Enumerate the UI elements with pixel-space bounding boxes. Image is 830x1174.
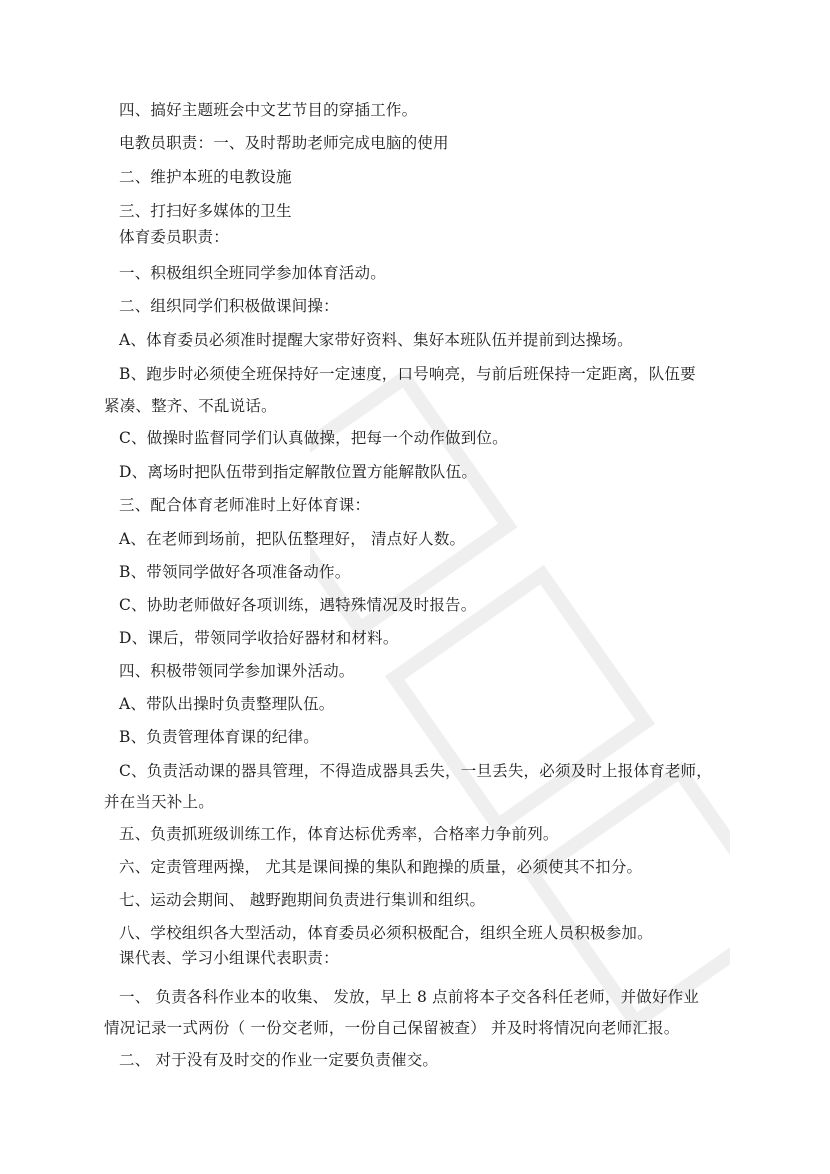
text-line-4: 三、打扫好多媒体的卫生 bbox=[119, 202, 292, 220]
text-line-18: 四、积极带领同学参加课外活动。 bbox=[119, 662, 355, 680]
text-line-2: 电教员职责：一、及时帮助老师完成电脑的使用 bbox=[119, 134, 449, 152]
text-line-30: 二、 对于没有及时交的作业一定要负责催交。 bbox=[119, 1051, 439, 1069]
text-line-26: 八、学校组织各大型活动，体育委员必须积极配合，组织全班人员积极参加。 bbox=[119, 924, 653, 942]
text-line-20: B、负责管理体育课的纪律。 bbox=[119, 728, 319, 746]
text-line-25: 七、运动会期间、 越野跑期间负责进行集训和组织。 bbox=[119, 891, 486, 909]
text-line-15: B、带领同学做好各项准备动作。 bbox=[119, 563, 351, 581]
text-line-27: 课代表、学习小组课代表职责： bbox=[119, 949, 339, 967]
text-line-10: 紧凑、整齐、不乱说话。 bbox=[104, 397, 277, 415]
text-line-7: 二、组织同学们积极做课间操： bbox=[119, 297, 339, 315]
text-line-1: 四、搞好主题班会中文艺节目的穿插工作。 bbox=[119, 101, 418, 119]
text-line-19: A、带队出操时负责整理队伍。 bbox=[119, 695, 335, 713]
text-line-24: 六、定责管理两操， 尤其是课间操的集队和跑操的质量，必须使其不扣分。 bbox=[119, 858, 643, 876]
text-line-11: C、做操时监督同学们认真做操，把每一个动作做到位。 bbox=[119, 429, 508, 447]
text-line-29: 情况记录一式两份（ 一份交老师，一份自己保留被查） 并及时将情况向老师汇报。 bbox=[104, 1019, 680, 1037]
text-line-8: A、体育委员必须准时提醒大家带好资料、集好本班队伍并提前到达操场。 bbox=[119, 331, 633, 349]
text-line-13: 三、配合体育老师准时上好体育课： bbox=[119, 496, 371, 514]
text-line-28: 一、 负责各科作业本的收集、 发放，早上 8 点前将本子交各科任老师，并做好作业 bbox=[119, 988, 700, 1006]
text-line-17: D、课后，带领同学收拾好器材和材料。 bbox=[119, 629, 399, 647]
text-line-22: 并在当天补上。 bbox=[104, 793, 214, 811]
text-line-23: 五、负责抓班级训练工作，体育达标优秀率，合格率力争前列。 bbox=[119, 825, 559, 843]
watermark-logo bbox=[310, 250, 730, 1150]
text-line-14: A、在老师到场前，把队伍整理好， 清点好人数。 bbox=[119, 530, 466, 548]
text-line-16: C、协助老师做好各项训练，遇特殊情况及时报告。 bbox=[119, 596, 477, 614]
text-line-6: 一、积极组织全班同学参加体育活动。 bbox=[119, 264, 386, 282]
text-line-9: B、跑步时必须使全班保持好一定速度，口号响亮，与前后班保持一定距离，队伍要 bbox=[119, 365, 696, 383]
text-line-21: C、负责活动课的器具管理，不得造成器具丢失，一旦丢失，必须及时上报体育老师， bbox=[119, 762, 712, 780]
text-line-3: 二、维护本班的电教设施 bbox=[119, 168, 292, 186]
text-line-5: 体育委员职责： bbox=[119, 228, 229, 246]
text-line-12: D、离场时把队伍带到指定解散位置方能解散队伍。 bbox=[119, 463, 478, 481]
